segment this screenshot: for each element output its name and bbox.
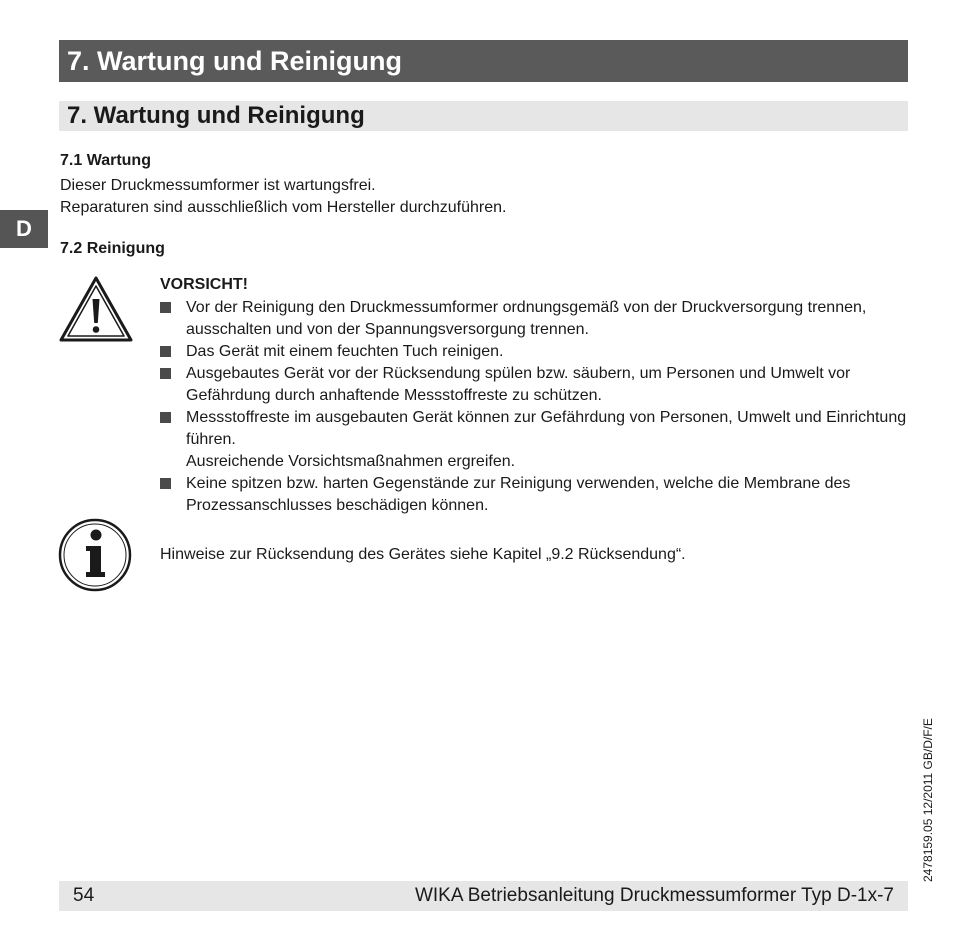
bullet-square-icon (160, 478, 171, 489)
chapter-banner: 7. Wartung und Reinigung (59, 40, 908, 82)
bullet-square-icon (160, 346, 171, 357)
list-item (160, 363, 910, 407)
maintenance-line-1: Dieser Druckmessumformer ist wartungsfrei. (60, 177, 376, 194)
language-tab: D (0, 210, 48, 248)
section-title: 7. Wartung und Reinigung (59, 101, 908, 131)
maintenance-heading: 7.1 Wartung (60, 152, 151, 169)
maintenance-line-2: Reparaturen sind ausschließlich vom Hersteller durchzuführen. (60, 199, 507, 216)
bullet-square-icon (160, 368, 171, 379)
page-footer (59, 881, 908, 911)
bullet-text: Keine spitzen bzw. harten Gegenstände zur Reinigung verwenden, welche die Membrane des Prozessanschlusses beschädigen können. (186, 475, 851, 514)
list-item (160, 473, 910, 517)
info-note-text: Hinweise zur Rücksendung des Gerätes siehe Kapitel „9.2 Rücksendung“. (160, 546, 686, 563)
bullet-text: Vor der Reinigung den Druckmessumformer ordnungsgemäß von der Druckversorgung trennen, ausschalten und von der Spannungsversorgung trennen. (186, 299, 867, 338)
bullet-text: Ausgebautes Gerät vor der Rücksendung spülen bzw. säubern, um Personen und Umwelt vor Gefährdung durch anhaftende Messstoffreste zu schützen. (186, 365, 851, 404)
bullet-extra-text: Ausreichende Vorsichtsmaßnahmen ergreifen. (186, 453, 516, 470)
footer-title: WIKA Betriebsanleitung Druckmessumformer Typ D-1x-7 (414, 885, 894, 906)
document-code: 2478159.05 12/2011 GB/D/F/E (921, 718, 935, 882)
bullet-square-icon (160, 302, 171, 313)
list-item (160, 297, 910, 341)
list-item (160, 341, 910, 363)
cleaning-bullet-list (160, 297, 910, 517)
bullet-text: Messstoffreste im ausgebauten Gerät können zur Gefährdung von Personen, Umwelt und Einrichtung führen. (186, 409, 907, 448)
caution-label: VORSICHT! (160, 276, 248, 293)
info-icon (58, 518, 132, 592)
list-item (160, 407, 910, 473)
bullet-text: Das Gerät mit einem feuchten Tuch reinigen. (186, 343, 504, 360)
bullet-square-icon (160, 412, 171, 423)
cleaning-heading: 7.2 Reinigung (60, 240, 165, 257)
warning-triangle-icon (58, 275, 134, 343)
page-number: 54 (73, 885, 95, 906)
